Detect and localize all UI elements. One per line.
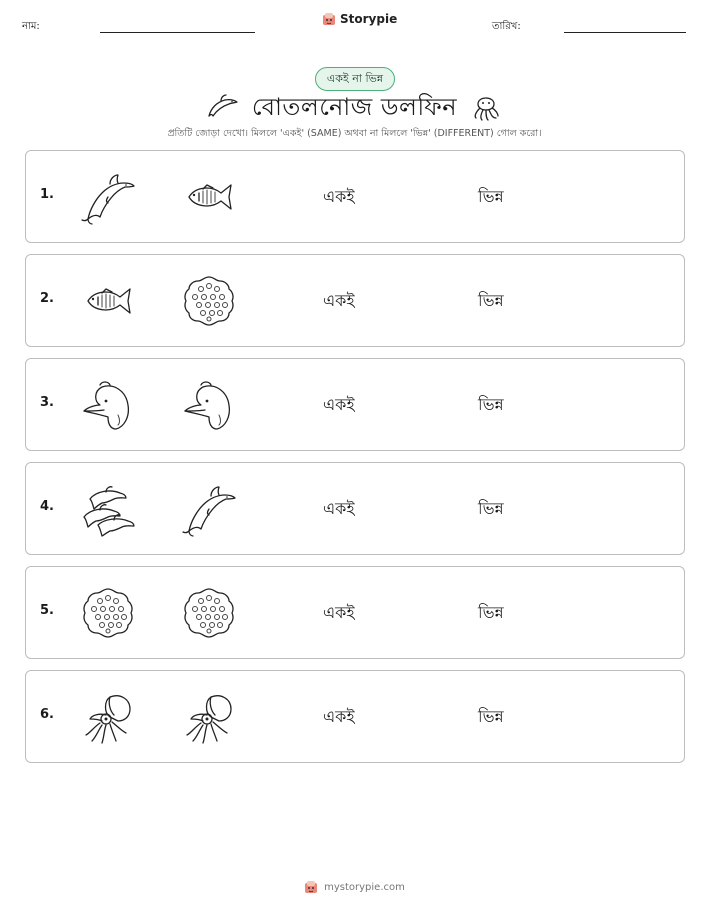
date-write-line[interactable]	[564, 32, 686, 33]
row-number: 1.	[40, 187, 54, 202]
same-option[interactable]: একই	[323, 707, 355, 726]
exercise-row	[25, 462, 685, 555]
instructions: প্রতিটি জোড়া দেখো। মিললে 'একই' (SAME) অথবা না মিললে 'ভিন্ন' (DIFFERENT) গোল করো।	[167, 128, 542, 139]
squid-icon	[181, 689, 237, 745]
coral-icon	[80, 585, 136, 641]
different-option[interactable]: ভিন্ন	[478, 603, 504, 622]
exercise-row	[25, 566, 685, 659]
dolphin-head-icon	[80, 377, 136, 433]
exercise-row	[25, 358, 685, 451]
fish-icon	[181, 169, 237, 225]
same-option[interactable]: একই	[323, 603, 355, 622]
coral-icon	[181, 273, 237, 329]
same-option[interactable]: একই	[323, 187, 355, 206]
row-number: 3.	[40, 395, 54, 410]
exercise-row	[25, 254, 685, 347]
dolphin-jumping-icon	[181, 481, 237, 537]
row-number: 2.	[40, 291, 54, 306]
page-title: বোতলনোজ ডলফিন	[251, 93, 458, 121]
row-number: 6.	[40, 707, 54, 722]
coral-icon	[181, 585, 237, 641]
storypie-logo-icon	[304, 880, 318, 894]
dolphin-head-icon	[181, 377, 237, 433]
brand-name: Storypie	[340, 12, 398, 26]
same-option[interactable]: একই	[323, 395, 355, 414]
different-option[interactable]: ভিন্ন	[478, 499, 504, 518]
different-option[interactable]: ভিন্ন	[478, 187, 504, 206]
name-write-line[interactable]	[100, 32, 255, 33]
exercise-row	[25, 670, 685, 763]
footer-url: mystorypie.com	[324, 881, 405, 893]
storypie-logo-icon	[322, 12, 336, 26]
brand	[322, 12, 397, 26]
date-label: তারিখ:	[492, 21, 521, 32]
dolphin-jumping-icon	[80, 169, 136, 225]
worksheet-header	[0, 0, 709, 48]
footer	[0, 880, 709, 894]
different-option[interactable]: ভিন্ন	[478, 291, 504, 310]
name-label: নাম:	[22, 21, 40, 32]
row-number: 4.	[40, 499, 54, 514]
activity-badge: একই না ভিন্ন	[315, 67, 395, 91]
octopus-icon	[470, 90, 502, 122]
fish-icon	[80, 273, 136, 329]
different-option[interactable]: ভিন্ন	[478, 395, 504, 414]
exercise-row	[25, 150, 685, 243]
dolphin-pod-icon	[80, 481, 136, 537]
squid-icon	[80, 689, 136, 745]
same-option[interactable]: একই	[323, 291, 355, 310]
same-option[interactable]: একই	[323, 499, 355, 518]
different-option[interactable]: ভিন্ন	[478, 707, 504, 726]
row-number: 5.	[40, 603, 54, 618]
